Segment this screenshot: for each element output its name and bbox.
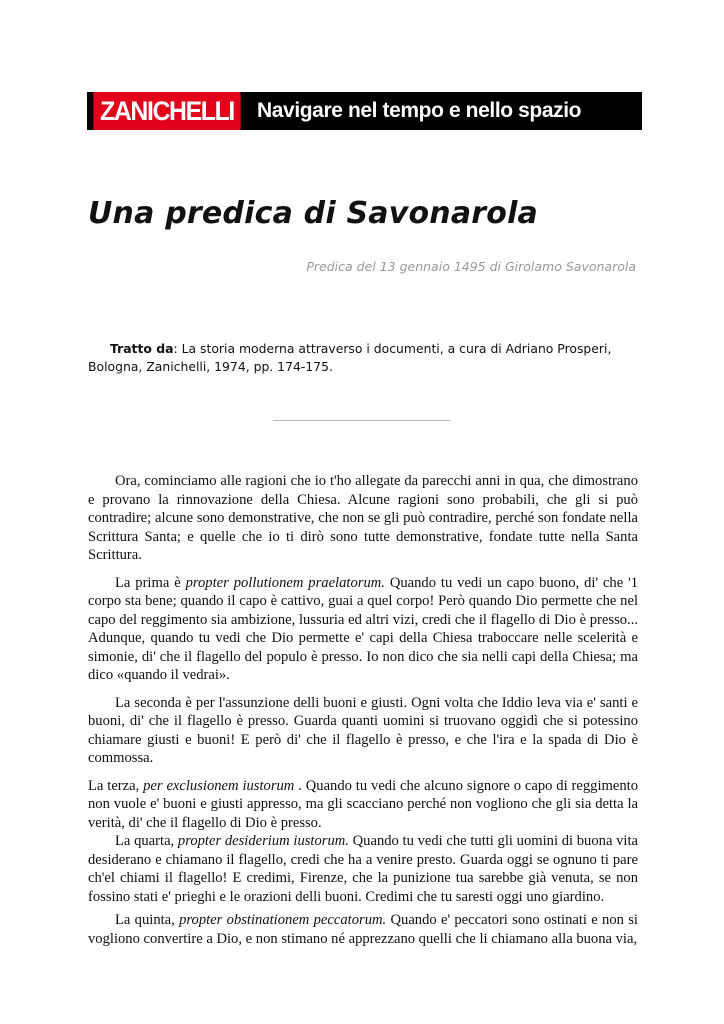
brand-logo: ZANICHELLI	[93, 92, 240, 130]
banner-tagline: Navigare nel tempo e nello spazio	[257, 99, 582, 122]
paragraph-6-latin: propter obstinationem peccatorum.	[179, 912, 387, 928]
paragraph-4	[88, 777, 638, 833]
paragraph-2-latin: propter pollutionem praelatorum.	[185, 574, 385, 591]
paragraph-4-latin: per exclusionem iustorum	[143, 777, 295, 794]
paragraph-4-text: . Quando tu vedi che alcuno signore o capo di reggimento non vuole e' buoni e giusti appresso, ma gli scacciano perché non vogliono che gli sia detta la verità, di' che il flagello di Dio è presso.	[88, 777, 638, 831]
paragraph-2-intro: La prima è	[115, 574, 186, 591]
paragraph-2	[88, 574, 638, 685]
paragraph-6	[88, 911, 638, 948]
paragraph-5-text: Quando tu vedi che tutti gli uomini di buona vita desiderano e chiamano il flagello, credi che ha a venire presto. Guarda oggi se ognuno ti pare ch'el chiami il flagello! E credimi, Firenze, che la punizione tua sarebbe già venuta, se non fossino stati e' prieghi e le orazioni delli buoni. Credimi che tu saresti oggi uno giardino.	[88, 833, 638, 905]
paragraph-4-intro: La terza,	[88, 777, 144, 794]
paragraph-6-intro: La quinta,	[115, 912, 180, 928]
document-subtitle: Predica del 13 gennaio 1495 di Girolamo Savonarola	[306, 259, 636, 274]
source-label: Tratto da	[110, 341, 174, 356]
paragraph-3: La seconda è per l'assunzione delli buoni e giusti. Ogni volta che Iddio leva via e' santi e buoni, di' che il flagello è presso. Guarda quanti uomini si truovano oggidì che si potessino chiamare giusti e buoni! E però di' che il flagello è presso, e che l'ira e la spada di Dio è commossa.	[88, 694, 638, 766]
paragraph-5-latin: propter desiderium iustorum.	[177, 833, 349, 849]
section-divider	[273, 420, 451, 421]
paragraph-5-intro: La quarta,	[115, 833, 178, 849]
paragraph-1: Ora, cominciamo alle ragioni che io t'ho allegate da parecchi anni in qua, che dimostrano e provano la rinnovazione della Chiesa. Alcune ragioni sono probabili, che gli si può contradire; alcune sono demonstrative, che non se gli può contradire, perché son fondate nella Scrittura Santa; e quelle che io ti dirò sono tutte demonstrative, fondate tutte nella Santa Scrittura.	[88, 473, 638, 563]
document-title: Una predica di Savonarola	[88, 196, 539, 231]
sermon-text	[88, 472, 638, 957]
source-text: : La storia moderna attraverso i documenti, a cura di Adriano Prosperi, Bologna, Zanichelli, 1974, pp. 174-175.	[88, 341, 612, 374]
paragraph-6-text: Quando e' peccatori sono ostinati e non si vogliono convertire a Dio, e non stimano né apprezzano quelli che li chiamano alla buona via,	[88, 912, 638, 947]
paragraph-5	[88, 832, 638, 906]
source-citation	[88, 340, 636, 376]
publisher-banner	[87, 92, 642, 130]
paragraph-2-text: Quando tu vedi un capo buono, di' che '1 corpo sta bene; quando il capo è cattivo, guai a quel corpo! Però quando Dio permette che nel capo del reggimento sia ambizione, lussuria ed altri vizi, credi che il flagello di Dio è presso... Adunque, quando tu vedi che Dio permette e' capi della Chiesa traboccare nelle scelerità e simonie, di' che il flagello del populo è presso. Io non dico che sia nelli capi della Chiesa; ma dico «quando il vedrai».	[88, 574, 639, 683]
